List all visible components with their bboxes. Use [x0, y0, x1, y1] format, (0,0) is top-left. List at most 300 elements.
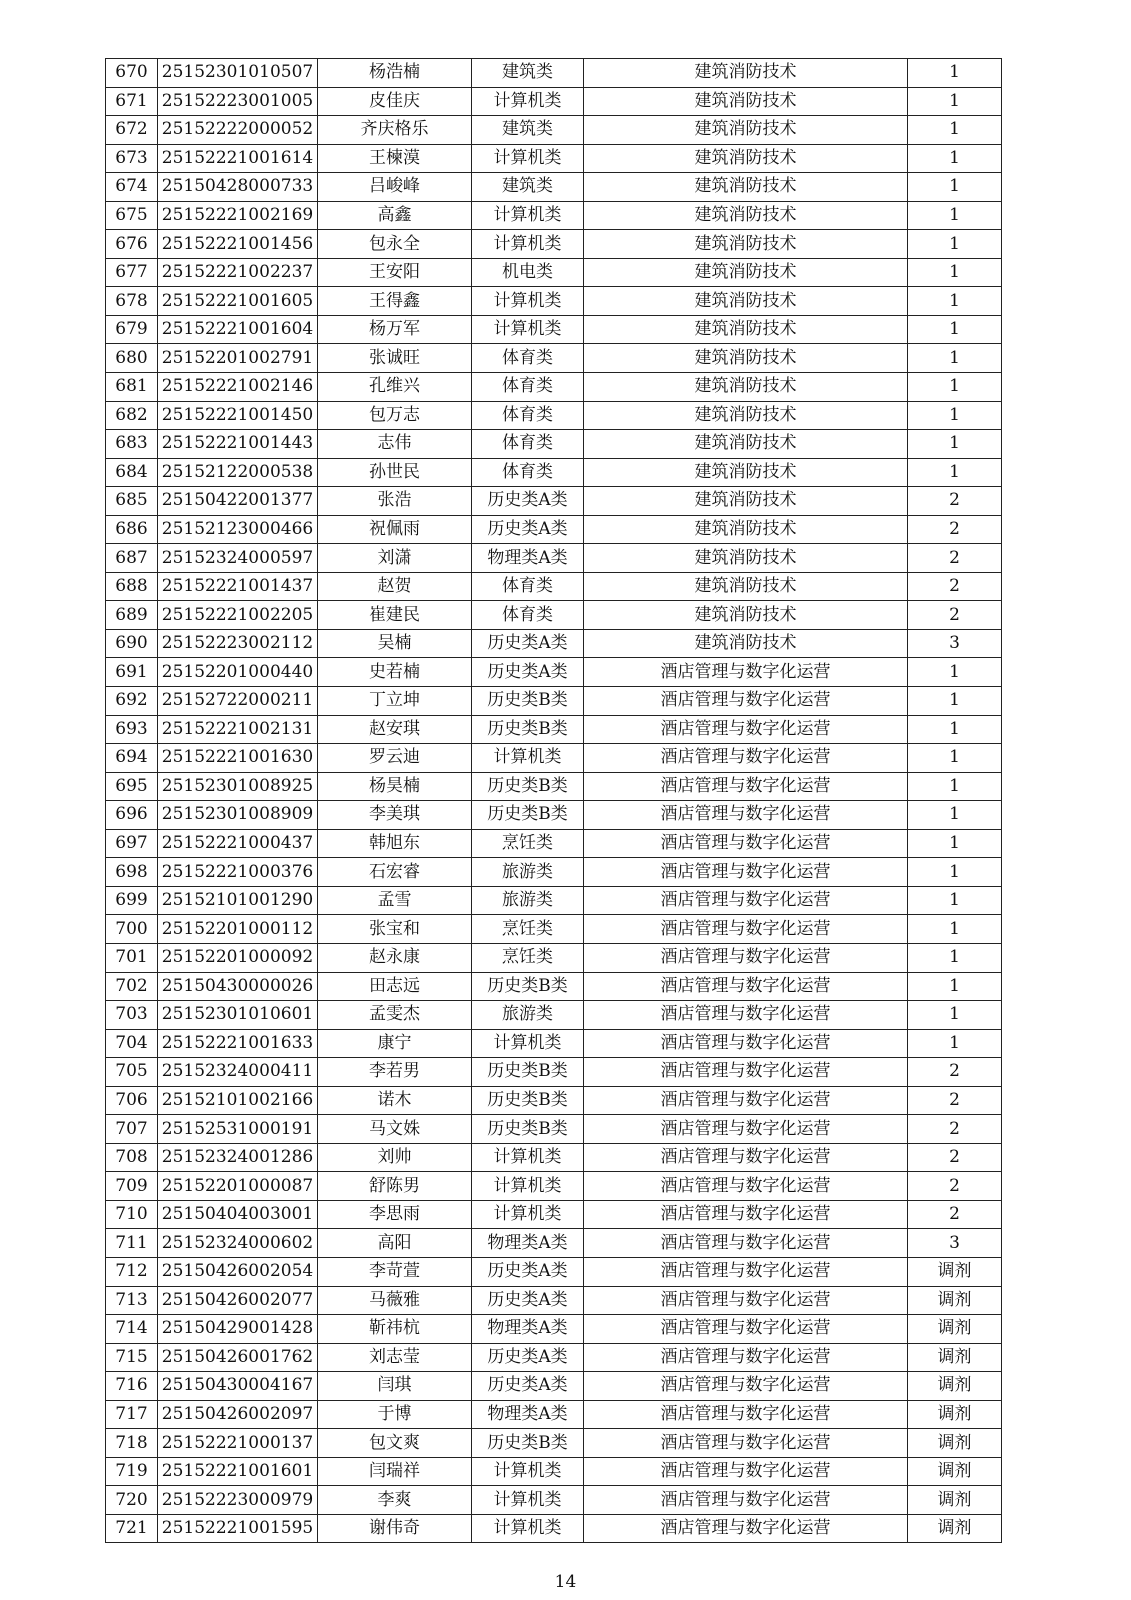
- category-cell: 历史类B类: [472, 1058, 584, 1087]
- student-name-cell: 石宏睿: [318, 858, 472, 887]
- category-cell: 物理类A类: [472, 1229, 584, 1258]
- category-cell: 计算机类: [472, 1486, 584, 1515]
- candidate-id-cell: 25152221001630: [158, 744, 318, 773]
- preference-cell: 2: [908, 1143, 1002, 1172]
- row-number-cell: 681: [106, 373, 158, 402]
- student-name-cell: 孙世民: [318, 458, 472, 487]
- table-row: [106, 1457, 1002, 1486]
- student-name-cell: 韩旭东: [318, 829, 472, 858]
- major-cell: 建筑消防技术: [584, 258, 908, 287]
- table-row: [106, 744, 1002, 773]
- candidate-id-cell: 25152201000087: [158, 1172, 318, 1201]
- table-row: [106, 401, 1002, 430]
- student-name-cell: 史若楠: [318, 658, 472, 687]
- preference-cell: 1: [908, 59, 1002, 88]
- row-number-cell: 688: [106, 572, 158, 601]
- major-cell: 酒店管理与数字化运营: [584, 801, 908, 830]
- table-row: [106, 173, 1002, 202]
- student-name-cell: 皮佳庆: [318, 87, 472, 116]
- table-row: [106, 915, 1002, 944]
- preference-cell: 2: [908, 487, 1002, 516]
- major-cell: 酒店管理与数字化运营: [584, 1486, 908, 1515]
- student-name-cell: 罗云迪: [318, 744, 472, 773]
- major-cell: 建筑消防技术: [584, 430, 908, 459]
- student-name-cell: 马文姝: [318, 1115, 472, 1144]
- candidate-id-cell: 25152221001604: [158, 315, 318, 344]
- candidate-id-cell: 25152201000440: [158, 658, 318, 687]
- category-cell: 体育类: [472, 601, 584, 630]
- major-cell: 酒店管理与数字化运营: [584, 1143, 908, 1172]
- category-cell: 历史类B类: [472, 972, 584, 1001]
- preference-cell: 1: [908, 344, 1002, 373]
- table-row: [106, 886, 1002, 915]
- candidate-id-cell: 25150430000026: [158, 972, 318, 1001]
- candidate-id-cell: 25152201000112: [158, 915, 318, 944]
- row-number-cell: 717: [106, 1400, 158, 1429]
- category-cell: 计算机类: [472, 1172, 584, 1201]
- table-row: [106, 715, 1002, 744]
- student-name-cell: 吕峻峰: [318, 173, 472, 202]
- candidate-id-cell: 25152221000376: [158, 858, 318, 887]
- table-row: [106, 1058, 1002, 1087]
- table-row: [106, 258, 1002, 287]
- major-cell: 酒店管理与数字化运营: [584, 1257, 908, 1286]
- table-row: [106, 629, 1002, 658]
- category-cell: 旅游类: [472, 886, 584, 915]
- preference-cell: 1: [908, 915, 1002, 944]
- major-cell: 建筑消防技术: [584, 344, 908, 373]
- category-cell: 历史类B类: [472, 1086, 584, 1115]
- table-row: [106, 801, 1002, 830]
- table-row: [106, 1200, 1002, 1229]
- row-number-cell: 712: [106, 1257, 158, 1286]
- preference-cell: 2: [908, 572, 1002, 601]
- candidate-id-cell: 25152301008909: [158, 801, 318, 830]
- preference-cell: 2: [908, 1115, 1002, 1144]
- row-number-cell: 680: [106, 344, 158, 373]
- table-row: [106, 1372, 1002, 1401]
- table-row: [106, 1086, 1002, 1115]
- row-number-cell: 702: [106, 972, 158, 1001]
- table-row: [106, 315, 1002, 344]
- category-cell: 历史类B类: [472, 772, 584, 801]
- major-cell: 建筑消防技术: [584, 572, 908, 601]
- row-number-cell: 707: [106, 1115, 158, 1144]
- student-name-cell: 王安阳: [318, 258, 472, 287]
- preference-cell: 1: [908, 87, 1002, 116]
- major-cell: 酒店管理与数字化运营: [584, 858, 908, 887]
- row-number-cell: 673: [106, 144, 158, 173]
- table-row: [106, 1029, 1002, 1058]
- major-cell: 酒店管理与数字化运营: [584, 1514, 908, 1543]
- category-cell: 历史类A类: [472, 487, 584, 516]
- admission-list-table: [105, 58, 1002, 1543]
- table-row: [106, 772, 1002, 801]
- student-name-cell: 闫琪: [318, 1372, 472, 1401]
- student-name-cell: 刘潇: [318, 544, 472, 573]
- major-cell: 建筑消防技术: [584, 544, 908, 573]
- major-cell: 酒店管理与数字化运营: [584, 1372, 908, 1401]
- preference-cell: 1: [908, 315, 1002, 344]
- candidate-id-cell: 25152221002146: [158, 373, 318, 402]
- preference-cell: 2: [908, 515, 1002, 544]
- preference-cell: 调剂: [908, 1343, 1002, 1372]
- table-row: [106, 344, 1002, 373]
- student-name-cell: 诺木: [318, 1086, 472, 1115]
- row-number-cell: 684: [106, 458, 158, 487]
- row-number-cell: 691: [106, 658, 158, 687]
- row-number-cell: 696: [106, 801, 158, 830]
- category-cell: 历史类B类: [472, 1115, 584, 1144]
- major-cell: 酒店管理与数字化运营: [584, 744, 908, 773]
- major-cell: 建筑消防技术: [584, 601, 908, 630]
- category-cell: 计算机类: [472, 1200, 584, 1229]
- major-cell: 酒店管理与数字化运营: [584, 1086, 908, 1115]
- major-cell: 建筑消防技术: [584, 87, 908, 116]
- row-number-cell: 718: [106, 1429, 158, 1458]
- student-name-cell: 包文爽: [318, 1429, 472, 1458]
- preference-cell: 调剂: [908, 1514, 1002, 1543]
- category-cell: 物理类A类: [472, 1400, 584, 1429]
- student-name-cell: 杨万军: [318, 315, 472, 344]
- row-number-cell: 675: [106, 201, 158, 230]
- category-cell: 计算机类: [472, 315, 584, 344]
- preference-cell: 1: [908, 173, 1002, 202]
- candidate-id-cell: 25152201000092: [158, 943, 318, 972]
- candidate-id-cell: 25152101002166: [158, 1086, 318, 1115]
- student-name-cell: 李思雨: [318, 1200, 472, 1229]
- candidate-id-cell: 25152123000466: [158, 515, 318, 544]
- category-cell: 历史类A类: [472, 1257, 584, 1286]
- table-row: [106, 1400, 1002, 1429]
- candidate-id-cell: 25152221001614: [158, 144, 318, 173]
- candidate-id-cell: 25150404003001: [158, 1200, 318, 1229]
- category-cell: 历史类B类: [472, 1429, 584, 1458]
- student-name-cell: 舒陈男: [318, 1172, 472, 1201]
- preference-cell: 1: [908, 458, 1002, 487]
- table-body: [106, 59, 1002, 1543]
- row-number-cell: 720: [106, 1486, 158, 1515]
- candidate-id-cell: 25152531000191: [158, 1115, 318, 1144]
- candidate-id-cell: 25152221001456: [158, 230, 318, 259]
- student-name-cell: 孟雯杰: [318, 1001, 472, 1030]
- row-number-cell: 715: [106, 1343, 158, 1372]
- preference-cell: 1: [908, 886, 1002, 915]
- row-number-cell: 713: [106, 1286, 158, 1315]
- category-cell: 计算机类: [472, 201, 584, 230]
- row-number-cell: 677: [106, 258, 158, 287]
- category-cell: 体育类: [472, 430, 584, 459]
- candidate-id-cell: 25152324000602: [158, 1229, 318, 1258]
- category-cell: 历史类A类: [472, 629, 584, 658]
- major-cell: 酒店管理与数字化运营: [584, 1457, 908, 1486]
- category-cell: 建筑类: [472, 59, 584, 88]
- preference-cell: 1: [908, 658, 1002, 687]
- table-row: [106, 230, 1002, 259]
- preference-cell: 1: [908, 801, 1002, 830]
- candidate-id-cell: 25152301010601: [158, 1001, 318, 1030]
- preference-cell: 1: [908, 687, 1002, 716]
- major-cell: 酒店管理与数字化运营: [584, 886, 908, 915]
- row-number-cell: 689: [106, 601, 158, 630]
- preference-cell: 1: [908, 715, 1002, 744]
- row-number-cell: 694: [106, 744, 158, 773]
- table-row: [106, 829, 1002, 858]
- candidate-id-cell: 25150430004167: [158, 1372, 318, 1401]
- preference-cell: 1: [908, 772, 1002, 801]
- major-cell: 酒店管理与数字化运营: [584, 1315, 908, 1344]
- row-number-cell: 709: [106, 1172, 158, 1201]
- preference-cell: 3: [908, 629, 1002, 658]
- student-name-cell: 杨昊楠: [318, 772, 472, 801]
- category-cell: 计算机类: [472, 1029, 584, 1058]
- major-cell: 酒店管理与数字化运营: [584, 658, 908, 687]
- preference-cell: 1: [908, 287, 1002, 316]
- category-cell: 物理类A类: [472, 1315, 584, 1344]
- major-cell: 酒店管理与数字化运营: [584, 915, 908, 944]
- candidate-id-cell: 25152221002169: [158, 201, 318, 230]
- student-name-cell: 靳祎杭: [318, 1315, 472, 1344]
- candidate-id-cell: 25150426001762: [158, 1343, 318, 1372]
- table-row: [106, 373, 1002, 402]
- row-number-cell: 708: [106, 1143, 158, 1172]
- preference-cell: 1: [908, 258, 1002, 287]
- row-number-cell: 685: [106, 487, 158, 516]
- category-cell: 计算机类: [472, 287, 584, 316]
- candidate-id-cell: 25150422001377: [158, 487, 318, 516]
- category-cell: 机电类: [472, 258, 584, 287]
- major-cell: 酒店管理与数字化运营: [584, 1172, 908, 1201]
- table-row: [106, 572, 1002, 601]
- table-row: [106, 430, 1002, 459]
- major-cell: 酒店管理与数字化运营: [584, 1286, 908, 1315]
- table-row: [106, 1001, 1002, 1030]
- row-number-cell: 695: [106, 772, 158, 801]
- row-number-cell: 692: [106, 687, 158, 716]
- row-number-cell: 698: [106, 858, 158, 887]
- preference-cell: 调剂: [908, 1286, 1002, 1315]
- major-cell: 酒店管理与数字化运营: [584, 1029, 908, 1058]
- category-cell: 烹饪类: [472, 915, 584, 944]
- major-cell: 建筑消防技术: [584, 401, 908, 430]
- row-number-cell: 703: [106, 1001, 158, 1030]
- category-cell: 历史类B类: [472, 715, 584, 744]
- candidate-id-cell: 25150426002097: [158, 1400, 318, 1429]
- table-row: [106, 144, 1002, 173]
- preference-cell: 调剂: [908, 1429, 1002, 1458]
- preference-cell: 1: [908, 430, 1002, 459]
- category-cell: 历史类A类: [472, 658, 584, 687]
- category-cell: 旅游类: [472, 858, 584, 887]
- table-row: [106, 544, 1002, 573]
- category-cell: 历史类B类: [472, 801, 584, 830]
- table-row: [106, 1115, 1002, 1144]
- candidate-id-cell: 25152223001005: [158, 87, 318, 116]
- category-cell: 建筑类: [472, 116, 584, 145]
- major-cell: 酒店管理与数字化运营: [584, 1400, 908, 1429]
- major-cell: 建筑消防技术: [584, 487, 908, 516]
- preference-cell: 1: [908, 1001, 1002, 1030]
- row-number-cell: 719: [106, 1457, 158, 1486]
- student-name-cell: 吴楠: [318, 629, 472, 658]
- preference-cell: 2: [908, 1200, 1002, 1229]
- category-cell: 计算机类: [472, 87, 584, 116]
- table-row: [106, 972, 1002, 1001]
- student-name-cell: 赵贺: [318, 572, 472, 601]
- row-number-cell: 674: [106, 173, 158, 202]
- candidate-id-cell: 25152324000597: [158, 544, 318, 573]
- preference-cell: 1: [908, 858, 1002, 887]
- student-name-cell: 崔建民: [318, 601, 472, 630]
- preference-cell: 1: [908, 201, 1002, 230]
- row-number-cell: 676: [106, 230, 158, 259]
- row-number-cell: 697: [106, 829, 158, 858]
- preference-cell: 3: [908, 1229, 1002, 1258]
- candidate-id-cell: 25152722000211: [158, 687, 318, 716]
- candidate-id-cell: 25152223002112: [158, 629, 318, 658]
- preference-cell: 1: [908, 230, 1002, 259]
- candidate-id-cell: 25152221001601: [158, 1457, 318, 1486]
- row-number-cell: 686: [106, 515, 158, 544]
- row-number-cell: 704: [106, 1029, 158, 1058]
- row-number-cell: 683: [106, 430, 158, 459]
- table-row: [106, 458, 1002, 487]
- row-number-cell: 679: [106, 315, 158, 344]
- candidate-id-cell: 25150426002077: [158, 1286, 318, 1315]
- row-number-cell: 716: [106, 1372, 158, 1401]
- major-cell: 建筑消防技术: [584, 315, 908, 344]
- major-cell: 建筑消防技术: [584, 116, 908, 145]
- student-name-cell: 杨浩楠: [318, 59, 472, 88]
- preference-cell: 1: [908, 943, 1002, 972]
- major-cell: 建筑消防技术: [584, 458, 908, 487]
- student-name-cell: 丁立坤: [318, 687, 472, 716]
- candidate-id-cell: 25152122000538: [158, 458, 318, 487]
- candidate-id-cell: 25152221001450: [158, 401, 318, 430]
- table-row: [106, 1257, 1002, 1286]
- table-row: [106, 601, 1002, 630]
- category-cell: 历史类B类: [472, 687, 584, 716]
- student-name-cell: 李苛萱: [318, 1257, 472, 1286]
- preference-cell: 1: [908, 744, 1002, 773]
- table-row: [106, 858, 1002, 887]
- student-name-cell: 包万志: [318, 401, 472, 430]
- category-cell: 体育类: [472, 458, 584, 487]
- student-name-cell: 赵永康: [318, 943, 472, 972]
- student-name-cell: 赵安琪: [318, 715, 472, 744]
- student-name-cell: 高鑫: [318, 201, 472, 230]
- student-name-cell: 张诚旺: [318, 344, 472, 373]
- row-number-cell: 714: [106, 1315, 158, 1344]
- major-cell: 酒店管理与数字化运营: [584, 972, 908, 1001]
- candidate-id-cell: 25152201002791: [158, 344, 318, 373]
- table-row: [106, 1514, 1002, 1543]
- preference-cell: 2: [908, 601, 1002, 630]
- table-row: [106, 1229, 1002, 1258]
- candidate-id-cell: 25152223000979: [158, 1486, 318, 1515]
- student-name-cell: 李爽: [318, 1486, 472, 1515]
- category-cell: 计算机类: [472, 1514, 584, 1543]
- student-name-cell: 张宝和: [318, 915, 472, 944]
- student-name-cell: 李若男: [318, 1058, 472, 1087]
- candidate-id-cell: 25152324000411: [158, 1058, 318, 1087]
- category-cell: 体育类: [472, 401, 584, 430]
- category-cell: 体育类: [472, 344, 584, 373]
- major-cell: 酒店管理与数字化运营: [584, 772, 908, 801]
- category-cell: 体育类: [472, 572, 584, 601]
- table-row: [106, 287, 1002, 316]
- student-name-cell: 马薇雅: [318, 1286, 472, 1315]
- row-number-cell: 687: [106, 544, 158, 573]
- student-name-cell: 志伟: [318, 430, 472, 459]
- student-name-cell: 康宁: [318, 1029, 472, 1058]
- row-number-cell: 672: [106, 116, 158, 145]
- table-row: [106, 1486, 1002, 1515]
- candidate-id-cell: 25152101001290: [158, 886, 318, 915]
- table-row: [106, 658, 1002, 687]
- candidate-id-cell: 25152221000137: [158, 1429, 318, 1458]
- preference-cell: 2: [908, 1086, 1002, 1115]
- preference-cell: 2: [908, 544, 1002, 573]
- preference-cell: 调剂: [908, 1400, 1002, 1429]
- student-name-cell: 李美琪: [318, 801, 472, 830]
- row-number-cell: 693: [106, 715, 158, 744]
- major-cell: 酒店管理与数字化运营: [584, 715, 908, 744]
- table-row: [106, 487, 1002, 516]
- major-cell: 建筑消防技术: [584, 629, 908, 658]
- category-cell: 历史类A类: [472, 515, 584, 544]
- preference-cell: 调剂: [908, 1315, 1002, 1344]
- major-cell: 建筑消防技术: [584, 173, 908, 202]
- category-cell: 计算机类: [472, 1143, 584, 1172]
- preference-cell: 1: [908, 116, 1002, 145]
- candidate-id-cell: 25152221001605: [158, 287, 318, 316]
- table-row: [106, 1315, 1002, 1344]
- major-cell: 酒店管理与数字化运营: [584, 1229, 908, 1258]
- major-cell: 建筑消防技术: [584, 515, 908, 544]
- category-cell: 建筑类: [472, 173, 584, 202]
- category-cell: 旅游类: [472, 1001, 584, 1030]
- preference-cell: 1: [908, 373, 1002, 402]
- row-number-cell: 710: [106, 1200, 158, 1229]
- student-name-cell: 高阳: [318, 1229, 472, 1258]
- row-number-cell: 701: [106, 943, 158, 972]
- category-cell: 烹饪类: [472, 943, 584, 972]
- row-number-cell: 690: [106, 629, 158, 658]
- row-number-cell: 678: [106, 287, 158, 316]
- major-cell: 酒店管理与数字化运营: [584, 1001, 908, 1030]
- category-cell: 计算机类: [472, 144, 584, 173]
- student-name-cell: 王得鑫: [318, 287, 472, 316]
- row-number-cell: 706: [106, 1086, 158, 1115]
- student-name-cell: 王楝漠: [318, 144, 472, 173]
- major-cell: 酒店管理与数字化运营: [584, 687, 908, 716]
- student-name-cell: 齐庆格乐: [318, 116, 472, 145]
- preference-cell: 1: [908, 829, 1002, 858]
- student-name-cell: 田志远: [318, 972, 472, 1001]
- preference-cell: 调剂: [908, 1486, 1002, 1515]
- preference-cell: 2: [908, 1058, 1002, 1087]
- row-number-cell: 721: [106, 1514, 158, 1543]
- student-name-cell: 张浩: [318, 487, 472, 516]
- student-name-cell: 祝佩雨: [318, 515, 472, 544]
- student-name-cell: 刘帅: [318, 1143, 472, 1172]
- major-cell: 建筑消防技术: [584, 373, 908, 402]
- student-name-cell: 刘志莹: [318, 1343, 472, 1372]
- candidate-id-cell: 25152301008925: [158, 772, 318, 801]
- student-name-cell: 谢伟奇: [318, 1514, 472, 1543]
- major-cell: 建筑消防技术: [584, 287, 908, 316]
